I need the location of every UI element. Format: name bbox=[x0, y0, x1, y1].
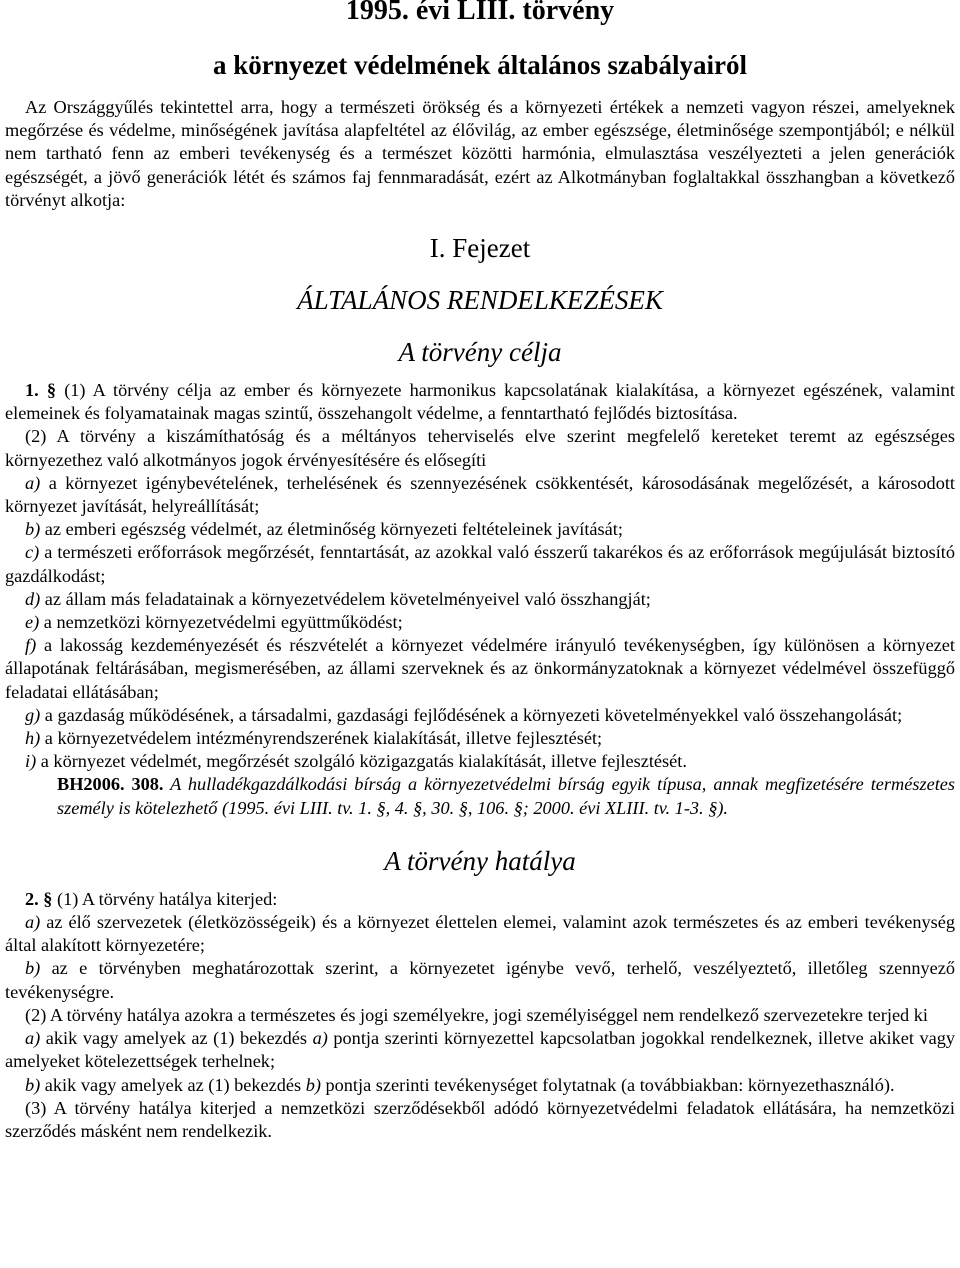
item-text: az élő szervezetek (életközösségeik) és a környezet élettelen elemei, valamint azok természetes és az emberi tevékenység által alakított környezetére; bbox=[5, 912, 955, 956]
item-letter: b) bbox=[25, 1074, 41, 1095]
item-text: a gazdaság működésének, a társadalmi, gazdasági fejlődésének a környezeti követelményekkel való összehangolását; bbox=[40, 704, 903, 725]
item-text: az e törvényben meghatározottak szerint, a környezetet igénybe vevő, terhelő, veszélyeztető, illetőleg szennyező tevékenységre. bbox=[5, 958, 955, 1002]
section-1-item bbox=[5, 750, 955, 773]
section-2-item-b bbox=[5, 1074, 955, 1097]
section-1-text: (1) A törvény célja az ember és környezete harmonikus kapcsolatának kialakítása, a környezet egészének, valamint elemeinek és folyamatainak magas szintű, összehangolt védelme, a fenntartható fejlődés biztosítása. bbox=[5, 380, 955, 424]
section-1-paragraph-2: (2) A törvény a kiszámíthatóság és a méltányos teherviselés elve szerint megfelelő kereteket teremt az egészséges környezethez való alkotmányos jogok érvényesítésére és elősegíti bbox=[5, 426, 955, 470]
item-text: a környezet védelmét, megőrzését szolgáló közigazgatás kialakítását, illetve fejlesztését. bbox=[36, 751, 687, 772]
item-text: a nemzetközi környezetvédelmi együttműködést; bbox=[39, 612, 403, 633]
item-text: akik vagy amelyek az (1) bekezdés bbox=[40, 1028, 313, 1049]
item-text: az emberi egészség védelmét, az életminőség környezeti feltételeinek javítását; bbox=[40, 519, 623, 540]
law-title: 1995. évi LIII. törvény bbox=[345, 0, 615, 26]
section-sign: § bbox=[46, 380, 57, 401]
court-decision-ref: BH2006. 308. bbox=[57, 774, 164, 795]
item-ref: a) bbox=[312, 1028, 328, 1049]
item-ref: b) bbox=[305, 1074, 321, 1095]
item-letter: e) bbox=[25, 612, 40, 633]
item-letter: b) bbox=[25, 519, 41, 540]
item-text: pontja szerinti környezettel kapcsolatban jogokkal rendelkeznek, illetve akiket vagy amelyeket kötelezettségek terhelnek; bbox=[5, 1028, 955, 1072]
item-letter: i) bbox=[25, 751, 37, 772]
section-1-paragraph-1 bbox=[5, 379, 955, 425]
section-2-paragraph-1 bbox=[5, 888, 955, 911]
item-text: pontja szerinti tevékenységet folytatnak (a továbbiakban: környezethasználó). bbox=[320, 1074, 895, 1095]
section-1-item bbox=[5, 611, 955, 634]
section-number: 2. bbox=[25, 888, 39, 909]
section-2-text: (1) A törvény hatálya kiterjed: bbox=[57, 888, 278, 909]
section-title-scope: A törvény hatálya bbox=[384, 845, 576, 876]
item-text: akik vagy amelyek az (1) bekezdés bbox=[40, 1074, 306, 1095]
section-number: 1. bbox=[25, 380, 39, 401]
item-text: a természeti erőforrások megőrzését, fenntartását, az azokkal való ésszerű takarékos és az erőforrások megújulását biztosító gazdálkodást; bbox=[5, 542, 955, 586]
court-decision-note bbox=[5, 773, 955, 819]
section-1-item bbox=[5, 518, 955, 541]
item-letter: a) bbox=[25, 1028, 41, 1049]
chapter-title: ÁLTALÁNOS RENDELKEZÉSEK bbox=[297, 285, 663, 316]
preamble: Az Országgyűlés tekintettel arra, hogy a természeti örökség és a környezeti értékek a nemzeti vagyon részei, amelyeknek megőrzése és védelme, minőségének javítása alapfeltétel az élővilág, az ember egészsége, életminősége szempontjából; e nélkül nem tartható fenn az emberi tevékenység és a természet közötti harmónia, elmulasztása veszélyezteti a jelen generációk egészségét, a jövő generációk létét és számos faj fennmaradását, ezért az Alkotmányban foglaltakkal összhangban a következő törvényt alkotja: bbox=[5, 97, 955, 210]
item-text: a környezetvédelem intézményrendszerének kialakítását, illetve fejlesztését; bbox=[40, 728, 603, 749]
section-2-item bbox=[5, 957, 955, 1003]
section-2-items bbox=[5, 911, 955, 1004]
section-1-item bbox=[5, 541, 955, 587]
chapter-number: I. Fejezet bbox=[429, 233, 531, 264]
section-2-paragraph-3: (3) A törvény hatálya kiterjed a nemzetközi szerződésekből adódó környezetvédelmi feladatok ellátására, ha nemzetközi szerződés másként nem rendelkezik. bbox=[5, 1097, 955, 1141]
item-letter: f) bbox=[25, 635, 37, 656]
item-letter: a) bbox=[25, 472, 41, 493]
court-decision-text: A hulladékgazdálkodási bírság a környezetvédelmi bírság egyik típusa, annak megfizetésére természetes személy is kötelezhető (1995. évi LIII. tv. 1. §, 4. §, 30. §, 106. §; 2000. évi XLIII. tv. 1-3. §). bbox=[57, 774, 956, 818]
item-letter: d) bbox=[25, 588, 41, 609]
item-letter: c) bbox=[25, 542, 40, 563]
section-title-purpose: A törvény célja bbox=[398, 337, 562, 368]
item-text: az állam más feladatainak a környezetvédelem követelményeivel való összhangját; bbox=[40, 588, 651, 609]
section-2-item-a bbox=[5, 1027, 955, 1073]
section-1-items bbox=[5, 472, 955, 774]
section-1-item bbox=[5, 634, 955, 704]
item-letter: b) bbox=[25, 958, 41, 979]
section-sign: § bbox=[43, 888, 53, 909]
section-1-item bbox=[5, 588, 955, 611]
section-1-item bbox=[5, 472, 955, 518]
item-letter: g) bbox=[25, 704, 41, 725]
item-letter: a) bbox=[25, 912, 41, 933]
item-text: a lakosság kezdeményezését és részvételét a környezet védelmére irányuló tevékenységben, így különösen a környezet állapotának feltárásában, megismerésében, az állami szerveknek és az önkormányzatoknak a környezet védelmével összefüggő feladatai ellátásában; bbox=[5, 635, 955, 702]
section-1-item bbox=[5, 704, 955, 727]
law-subtitle: a környezet védelmének általános szabályairól bbox=[213, 50, 747, 80]
item-letter: h) bbox=[25, 728, 41, 749]
section-2-paragraph-2: (2) A törvény hatálya azokra a természetes és jogi személyekre, jogi személyiséggel nem rendelkező szervezetekre terjed ki bbox=[25, 1004, 928, 1025]
item-text: a környezet igénybevételének, terhelésének és szennyezésének csökkentését, károsodásának megelőzését, a károsodott környezet javítását, helyreállítását; bbox=[5, 472, 955, 517]
section-1-item bbox=[5, 727, 955, 750]
section-2-item bbox=[5, 911, 955, 957]
